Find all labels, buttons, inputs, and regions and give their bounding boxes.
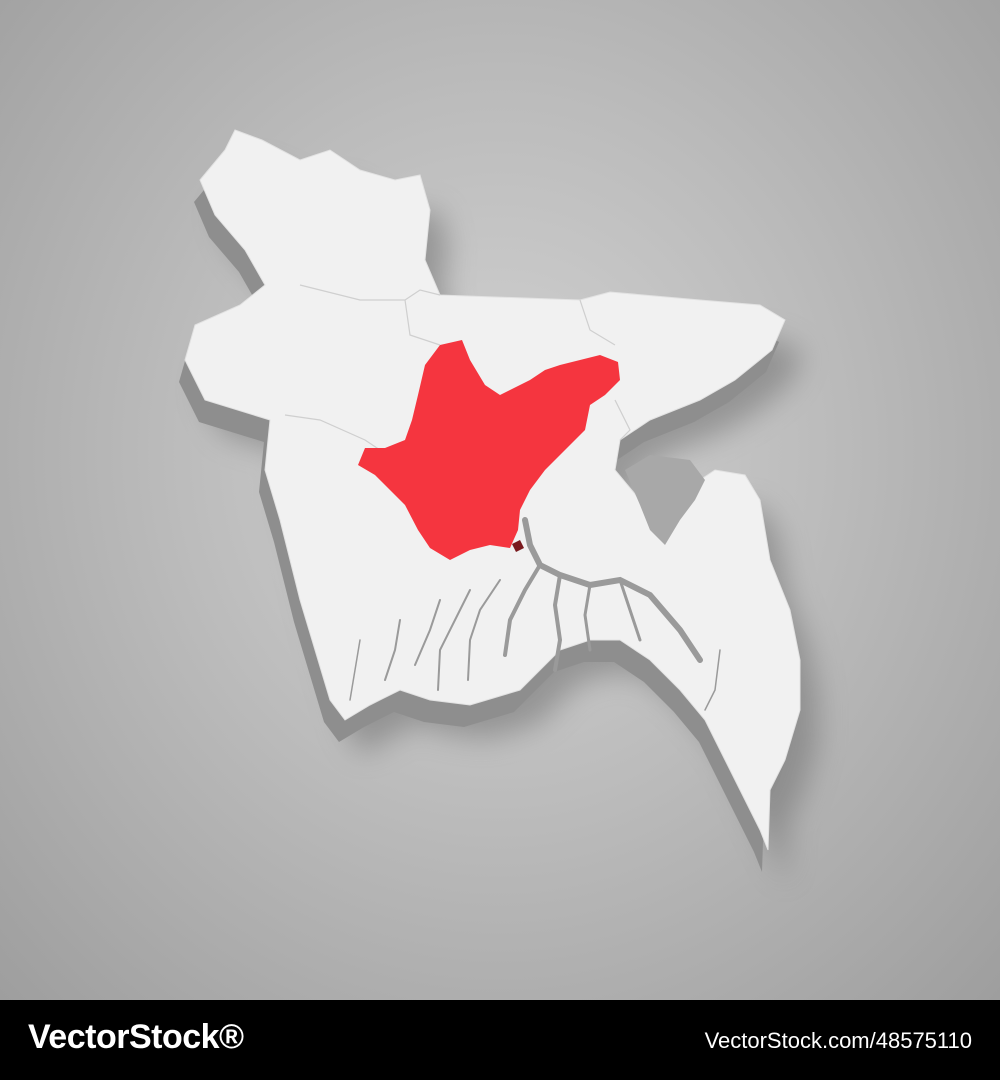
image-id-text: VectorStock.com/48575110 xyxy=(704,1028,972,1053)
watermark-footer xyxy=(0,1000,1000,1080)
brand-logo: VectorStock® xyxy=(28,1018,244,1056)
